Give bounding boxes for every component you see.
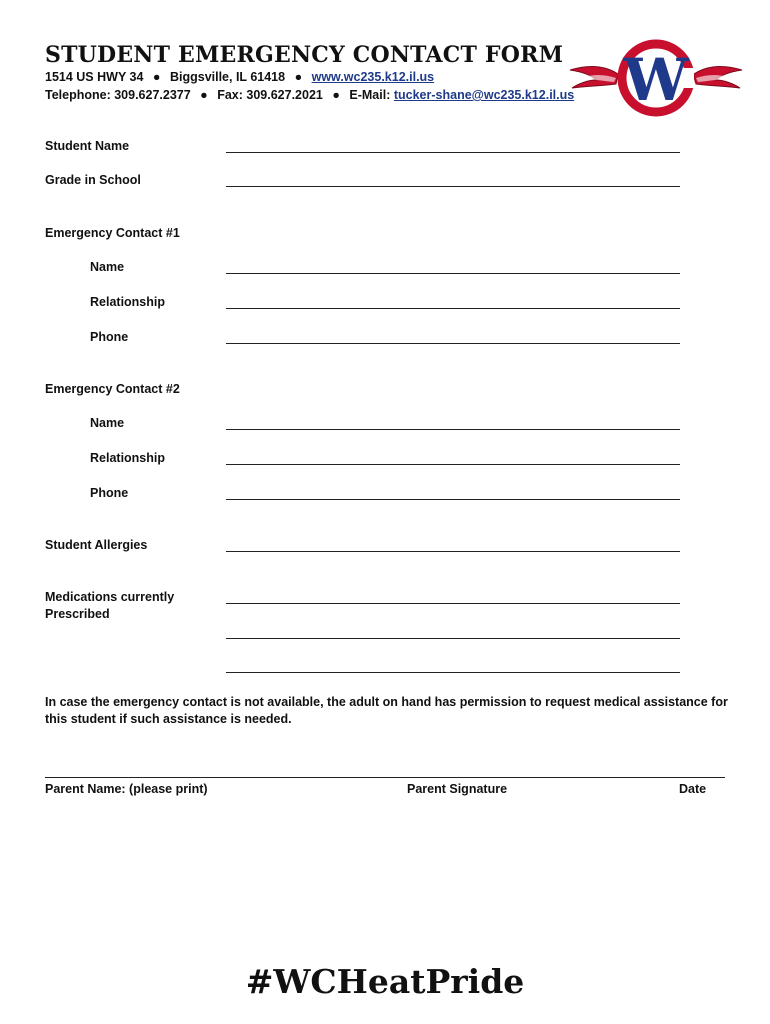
consent-paragraph: In case the emergency contact is not available, the adult on hand has permission to request medical assistance for this student if such assistance is needed. — [45, 695, 728, 726]
medications-field-1[interactable] — [226, 603, 680, 604]
contact2-phone-label: Phone — [90, 486, 129, 500]
contact1-phone-field[interactable] — [226, 343, 680, 344]
contact2-relationship-field[interactable] — [226, 464, 680, 465]
fax: Fax: 309.627.2021 — [217, 88, 323, 102]
street-address: 1514 US HWY 34 — [45, 70, 144, 84]
email-link[interactable]: tucker-shane@wc235.k12.il.us — [393, 88, 575, 102]
contact1-phone-label: Phone — [90, 330, 129, 344]
contact2-name-field[interactable] — [226, 429, 680, 430]
grade-field[interactable] — [226, 186, 680, 187]
contact1-relationship-field[interactable] — [226, 308, 680, 309]
separator-dot: ● — [294, 70, 303, 84]
separator-dot: ● — [200, 88, 208, 102]
city-state-zip: Biggsville, IL 61418 — [169, 70, 286, 84]
school-logo — [566, 38, 746, 118]
grade-label: Grade in School — [45, 173, 141, 187]
allergies-field[interactable] — [226, 551, 680, 552]
separator-dot: ● — [332, 88, 340, 102]
parent-signature-label: Parent Signature — [407, 782, 508, 796]
contact-line — [45, 88, 574, 102]
telephone: Telephone: 309.627.2377 — [45, 88, 191, 102]
website-link[interactable]: www.wc235.k12.il.us — [311, 70, 435, 84]
student-name-field[interactable] — [226, 152, 680, 153]
allergies-label: Student Allergies — [45, 538, 148, 552]
date-label: Date — [679, 782, 707, 796]
student-name-label: Student Name — [45, 139, 130, 153]
signature-line[interactable] — [45, 777, 725, 778]
medications-label-line2: Prescribed — [45, 607, 110, 621]
contact2-relationship-label: Relationship — [90, 451, 166, 465]
email-label: E-Mail: — [349, 88, 391, 102]
logo-letter: W — [623, 46, 689, 114]
address-line — [45, 70, 434, 84]
medications-field-3[interactable] — [226, 672, 680, 673]
contact1-heading: Emergency Contact #1 — [45, 226, 180, 240]
medications-label-line1: Medications currently — [45, 590, 175, 604]
footer-hashtag: #WCHeatPride — [245, 962, 525, 1001]
contact2-phone-field[interactable] — [226, 499, 680, 500]
separator-dot: ● — [152, 70, 161, 84]
medications-field-2[interactable] — [226, 638, 680, 639]
contact1-name-label: Name — [90, 260, 125, 274]
form-title: STUDENT EMERGENCY CONTACT FORM — [45, 42, 564, 68]
contact1-name-field[interactable] — [226, 273, 680, 274]
contact2-name-label: Name — [90, 416, 125, 430]
parent-name-label: Parent Name: (please print) — [45, 782, 208, 796]
contact2-heading: Emergency Contact #2 — [45, 382, 180, 396]
contact1-relationship-label: Relationship — [90, 295, 166, 309]
